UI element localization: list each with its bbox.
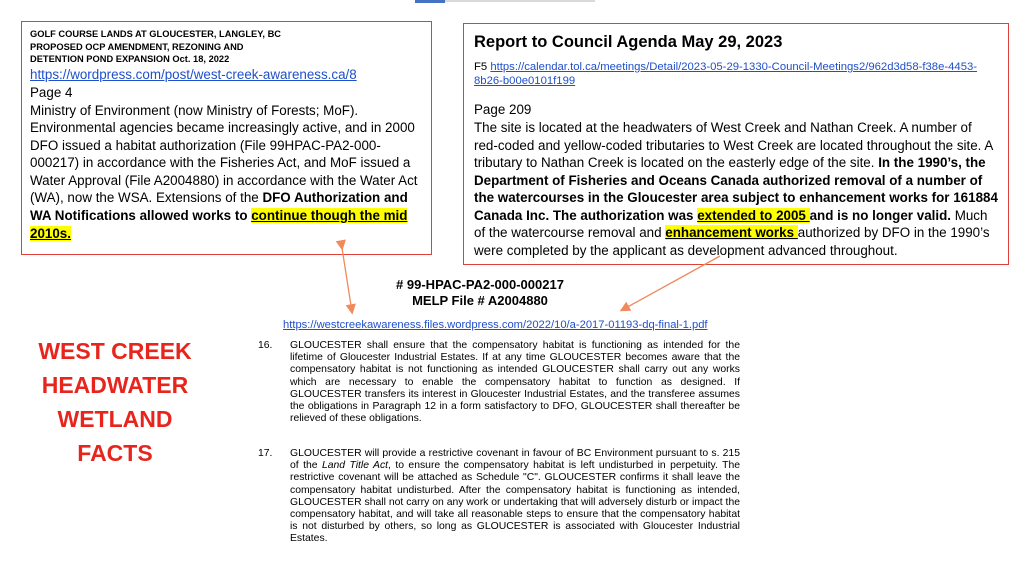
paragraph-text: GLOUCESTER will provide a restrictive covenant in favour of BC Environment pursuant to s. 215 of the	[290, 448, 740, 472]
excerpt-text: Ministry of Environment (now Ministry of Forests; MoF). Environmental agencies became increasingly active, and in 2000 DFO issued a habitat authorization (File 99HPAC-PA2-000-000217) in accordance with the Fisheries Act, and MoF issued a Water Approval (File A2004880) in accordance with the Water Act (WA), now the WSA. Extensions of the	[30, 102, 418, 206]
calendar-link[interactable]: https://calendar.tol.ca/meetings/Detail/2023-05-29-1330-Council-Meetings2/962d3d58-f38e-4453-8b26-b00e0101f199	[474, 61, 978, 87]
page-number: Page 209	[474, 102, 532, 117]
excerpt-bold-text: DFO Authorization and WA Notifications allowed works to	[30, 190, 408, 224]
report-bold-text: and is no longer valid.	[809, 207, 951, 223]
report-text: Much of the watercourse removal and	[474, 207, 988, 240]
report-title: Report to Council Agenda May 29, 2023	[474, 33, 783, 51]
f5-label: F5	[474, 61, 491, 73]
report-bold-text: In the 1990’s, the Department of Fisheries and Oceans Canada authorized removal of a number of the watercourses in the Gloucester area subject to enhancement works for 161884 Canada Inc. The authorization was	[474, 155, 998, 223]
report-text: authorized by DFO in the 1990’s were completed by the applicant as development advanced throughout.	[474, 225, 990, 258]
paragraph-16: GLOUCESTER shall ensure that the compensatory habitat is functioning as intended for the lifetime of Gloucester Industrial Estates. If at any time GLOUCESTER becomes aware that the compensatory habitat is not functioning as intended GLOUCESTER shall carry out any works which are necessary to enable the compensatory habitat to function as designed. If GLOUCESTER transfers its interest in Gloucester Industrial Estates, and the transferee assumes the obligations in Paragraph 12 in a form satisfactory to DFO, GLOUCESTER shall thereafter be relieved of these obligations.	[290, 340, 740, 425]
header-line: PROPOSED OCP AMENDMENT, REZONING AND	[30, 41, 244, 52]
paragraph-number: 16.	[258, 340, 273, 351]
header-line: DETENTION POND EXPANSION Oct. 18, 2022	[30, 54, 230, 64]
melp-file-number: MELP File # A2004880	[412, 293, 548, 308]
act-name: Land Title Act	[321, 460, 389, 472]
page-number: Page 4	[30, 84, 73, 100]
pdf-link[interactable]: https://westcreekawareness.files.wordpress.com/2022/10/a-2017-01193-dq-final-1.pdf	[283, 319, 708, 331]
header-line: GOLF COURSE LANDS AT GLOUCESTER, LANGLEY, BC	[30, 29, 282, 39]
side-title-line: WEST CREEK	[38, 338, 192, 364]
dfo-file-number: # 99-HPAC-PA2-000-000217	[396, 277, 564, 292]
wordpress-link[interactable]: https://wordpress.com/post/west-creek-awareness.ca/8	[30, 66, 357, 82]
paragraph-number: 17.	[258, 448, 273, 459]
report-text: The site is located at the headwaters of West Creek and Nathan Creek. A number of red-coded and yellow-coded tributaries to West Creek are located throughout the site. A tributary to Nathan Creek is located on the easterly edge of the site.	[474, 120, 993, 170]
side-title-line: WETLAND	[57, 406, 173, 432]
paragraph-text: , to ensure the compensatory habitat is left undisturbed in perpetuity. The restrictive covenant will be attached as Schedule "C". GLOUCESTER confirms it shall leave the compensatory habitat undisturbed. After the compensatory habitat is functioning as intended, GLOUCESTER shall not carry on any work or undertaking that will adversely disturb or impact the compensatory habitat, and will take all reasonable steps to ensure that the compensatory habitat is not disturbed by others, so long as GLOUCESTER is associated with Gloucester Industrial Estates.	[290, 460, 740, 545]
highlighted-text: extended to 2005	[697, 207, 810, 223]
side-title-line: HEADWATER	[41, 372, 189, 398]
highlighted-text: continue though the mid 2010s.	[30, 208, 408, 241]
arrow-right-box-to-document	[622, 256, 720, 310]
side-title-line: FACTS	[77, 440, 153, 466]
highlighted-text: enhancement works	[665, 225, 798, 240]
arrow-left-box-to-file-number	[342, 248, 352, 312]
